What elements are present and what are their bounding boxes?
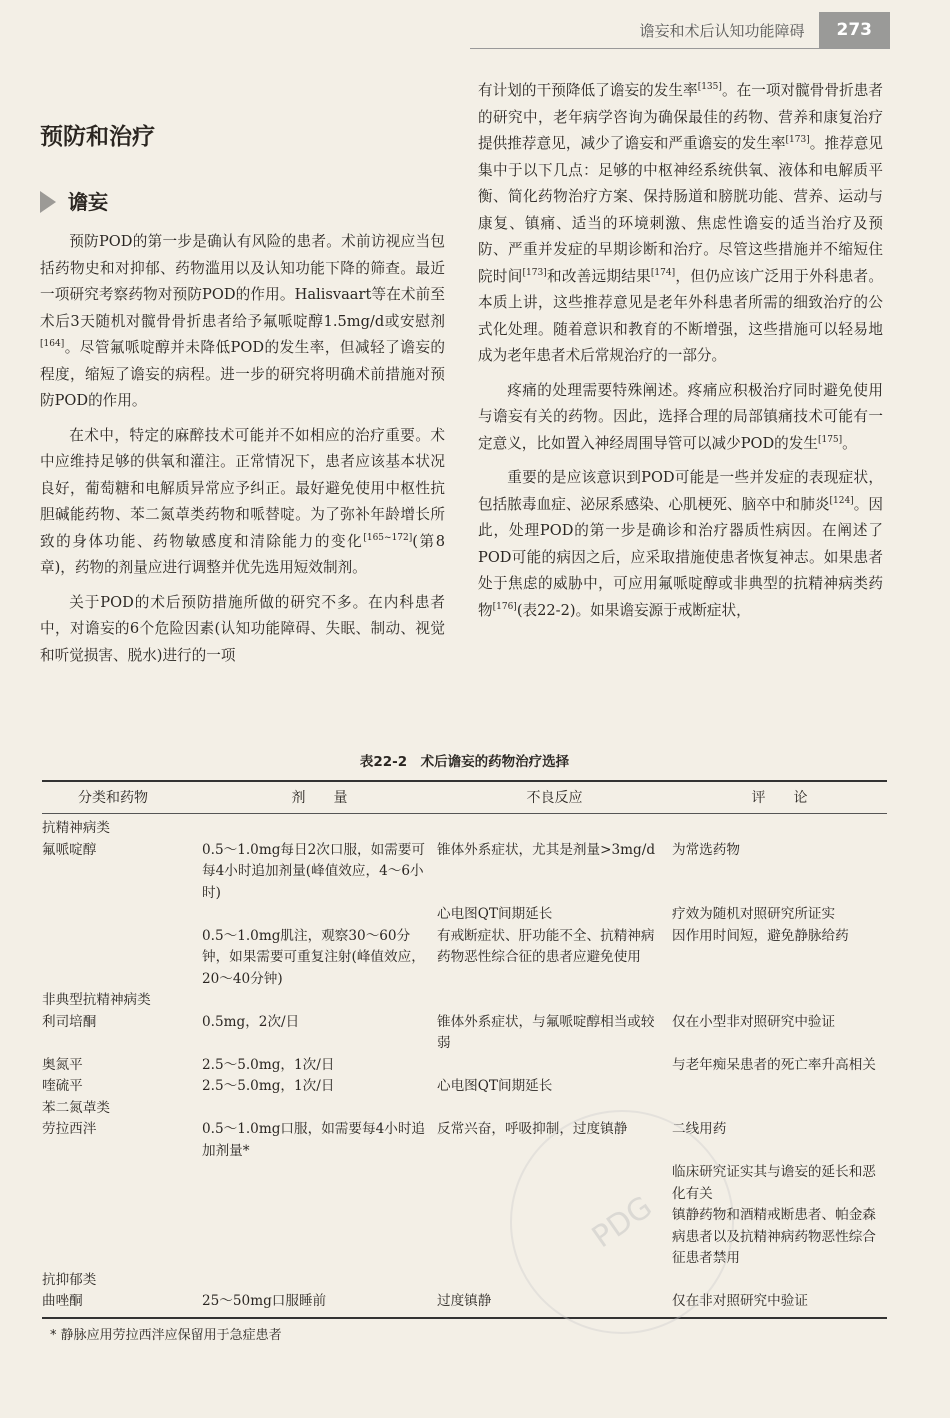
citation: [176] [492, 601, 517, 612]
paragraph [40, 590, 445, 670]
table-header-cell: 剂 量 [291, 789, 348, 806]
table-cell-drug: 劳拉西泮 [42, 1121, 97, 1137]
table-cell-drug [42, 1205, 202, 1270]
table-cell-comment [672, 1076, 887, 1098]
table-cell-drug [42, 926, 202, 991]
paragraph [478, 378, 883, 458]
citation: [173] [785, 135, 810, 146]
paragraph-text: 预防POD的第一步是确认有风险的患者。术前访视应当包括药物史和对抑郁、药物滥用以及认知功能下降的筛查。最近一项研究考察药物对预防POD的作用。Halisvaart等在术前至术后3天随机对髋骨骨折患者给予氟哌啶醇1.5mg/d或安慰剂 [40, 233, 445, 330]
table-row [42, 1012, 887, 1055]
table-header-cell: 分类和药物 [78, 789, 148, 806]
table-cell-drug: 曲唑酮 [42, 1293, 83, 1309]
right-column [478, 78, 883, 632]
table-row [42, 1162, 887, 1205]
table-cell-dose [202, 1205, 437, 1270]
paragraph-text: 。推荐意见集中于以下几点：足够的中枢神经系统供氧、液体和电解质平衡、简化药物治疗方案、保持肠道和膀胱功能、营养、运动与康复、镇痛、适当的环境刺激、焦虑性谵妄的适当治疗及预防、严重并发症的早期诊断和治疗。尽管这些措施并不缩短住院时间 [478, 135, 883, 285]
table-category-row [42, 818, 887, 840]
triangle-marker-icon [40, 191, 56, 213]
table-row [42, 1119, 887, 1162]
table-category-row [42, 990, 887, 1012]
drug-table [42, 752, 887, 1346]
table-cell-dose: 2.5～5.0mg，1次/日 [202, 1078, 335, 1094]
paragraph-text: 疼痛的处理需要特殊阐述。疼痛应积极治疗同时避免使用与谵妄有关的药物。因此，选择合理的局部镇痛技术可能有一定意义，比如置入神经周围导管可以减少POD的发生 [478, 381, 883, 452]
table-cell-dose: 25～50mg口服睡前 [202, 1293, 327, 1309]
table-row [42, 926, 887, 991]
paragraph-text: 重要的是应该意识到POD可能是一些并发症的表现症状，包括脓毒血症、泌尿系感染、心肌梗死、脑卒中和肺炎 [478, 469, 883, 513]
paragraph [40, 423, 445, 582]
page-number: 273 [819, 12, 891, 48]
table-row [42, 1205, 887, 1270]
table-category-label: 苯二氮䓬类 [42, 1099, 110, 1116]
table-row [42, 1291, 887, 1313]
table-header-cell: 评 论 [751, 789, 808, 806]
paragraph-text: 。 [842, 434, 857, 452]
paragraph-text: (第8章)，药物的剂量应进行调整并优先选用短效制剂。 [40, 532, 445, 576]
table-row [42, 840, 887, 905]
paragraph-text: (表22-2)。如果谵妄源于戒断症状， [516, 601, 751, 619]
paragraph [40, 229, 445, 415]
table-cell-dose: 0.5～1.0mg每日2次口服，如需要可每4小时追加剂量(峰值效应，4～6小时) [202, 841, 426, 901]
table-cell-adverse: 锥体外系症状，尤其是剂量>3mg/d [437, 841, 656, 858]
table-row [42, 1076, 887, 1098]
table-header-row [42, 782, 887, 814]
table-cell-adverse: 心电图QT间期延长 [437, 906, 553, 922]
paragraph-text: 有计划的干预降低了谵妄的发生率 [478, 82, 698, 99]
table-cell-comment: 仅在非对照研究中验证 [672, 1293, 808, 1309]
paragraph-text: 在术中，特定的麻醉技术可能并不如相应的治疗重要。术中应维持足够的供氧和灌注。正常情况下，患者应该基本状况良好，葡萄糖和电解质异常应予纠正。最好避免使用中枢性抗胆碱能药物、苯二氮䓬类药物和哌替啶。为了弥补年龄增长所致的身体功能、药物敏感度和清除能力的变化 [40, 426, 445, 550]
table-cell-drug: 奥氮平 [42, 1056, 83, 1073]
table-cell-drug [42, 1162, 202, 1205]
section-title: 预防和治疗 [40, 124, 155, 150]
watermark-text: PDG [585, 1189, 659, 1255]
table-cell-dose: 2.5～5.0mg，1次/日 [202, 1056, 335, 1073]
page-header [639, 12, 890, 48]
table-cell-dose [202, 904, 437, 926]
citation: [174] [650, 267, 676, 278]
citation: [175] [817, 434, 843, 445]
table-cell-comment: 临床研究证实其与谵妄的延长和恶化有关 [672, 1164, 876, 1202]
paragraph-text: 。因此，处理POD的第一步是确诊和治疗器质性病因。在阐述了POD可能的病因之后，应采取措施使患者恢复神志。如果患者处于焦虑的威胁中，可应用氟哌啶醇或非典型的抗精神病类药物 [478, 495, 883, 619]
table-category-row [42, 1270, 887, 1292]
paragraph-text: ，但仍应该广泛用于外科患者。本质上讲，这些推荐意见是老年外科患者所需的细致治疗的公式化处理。随着意识和教育的不断增强，这些措施可以轻易地成为老年患者术后常规治疗的一部分。 [478, 267, 883, 364]
table-cell-drug: 氟哌啶醇 [42, 841, 97, 858]
citation: [165~172] [363, 532, 413, 543]
table-body [42, 814, 887, 1317]
table-footnote: * 静脉应用劳拉西泮应保留用于急症患者 [50, 1327, 282, 1343]
table-category-label: 非典型抗精神病类 [42, 992, 151, 1008]
table-cell-adverse [437, 1055, 672, 1077]
table-row [42, 904, 887, 926]
header-divider [470, 48, 890, 49]
table-cell-dose: 0.5～1.0mg口服，如需要每4小时追加剂量* [202, 1121, 426, 1159]
table-cell-dose: 0.5mg，2次/日 [202, 1013, 300, 1030]
paragraph [478, 78, 883, 370]
table-header-cell: 不良反应 [526, 789, 583, 806]
table-cell-dose: 0.5～1.0mg肌注，观察30～60分钟，如果需要可重复注射(峰值效应，20～40分钟) [202, 927, 425, 987]
table-cell-adverse: 过度镇静 [437, 1293, 492, 1309]
table-cell-drug [42, 904, 202, 926]
subsection-title: 谵妄 [68, 189, 108, 214]
table-cell-drug: 喹硫平 [42, 1078, 83, 1094]
table-cell-comment: 与老年痴呆患者的死亡率升高相关 [672, 1056, 876, 1073]
paragraph [478, 465, 883, 624]
subsection-heading [40, 189, 445, 216]
table-cell-drug: 利司培酮 [42, 1013, 97, 1030]
citation: [173] [522, 267, 547, 278]
table-cell-adverse: 有戒断症状、肝功能不全、抗精神病药物恶性综合征的患者应避免使用 [437, 927, 655, 965]
paragraph-text: 关于POD的术后预防措施所做的研究不多。在内科患者中，对谵妄的6个危险因素(认知功能障碍、失眠、制动、视觉和听觉损害、脱水)进行的一项 [40, 593, 445, 664]
table-cell-comment: 镇静药物和酒精戒断患者、帕金森病患者以及抗精神病药物恶性综合征患者禁用 [672, 1207, 876, 1266]
table-cell-comment: 为常选药物 [672, 841, 740, 858]
table-category-label: 抗精神病类 [42, 820, 110, 836]
paragraph-text: 。在一项对髋骨骨折患者的研究中，老年病学咨询为确保最佳的药物、营养和康复治疗提供推荐意见，减少了谵妄和严重谵妄的发生率 [478, 82, 883, 152]
citation: [164] [40, 339, 65, 350]
citation: [124] [829, 495, 854, 506]
table-bottom-rule [42, 1317, 887, 1319]
table-cell-adverse: 反常兴奋，呼吸抑制，过度镇静 [437, 1121, 628, 1137]
table-cell-comment: 因作用时间短，避免静脉给药 [672, 927, 849, 944]
table-row [42, 1055, 887, 1077]
running-title: 谵妄和术后认知功能障碍 [639, 21, 805, 40]
citation: [135] [697, 82, 722, 93]
table-category-row [42, 1098, 887, 1120]
table-cell-comment: 二线用药 [672, 1121, 727, 1137]
paragraph-text: 。尽管氟哌啶醇并未降低POD的发生率，但减轻了谵妄的程度，缩短了谵妄的病程。进一步的研究将明确术前措施对预防POD的作用。 [40, 339, 445, 409]
table-cell-comment: 疗效为随机对照研究所证实 [672, 906, 836, 922]
table-cell-comment: 仅在小型非对照研究中验证 [672, 1013, 836, 1030]
table-cell-adverse: 心电图QT间期延长 [437, 1078, 553, 1094]
left-column [40, 80, 445, 677]
table-cell-dose [202, 1162, 437, 1205]
table-category-label: 抗抑郁类 [42, 1271, 97, 1288]
table-caption: 表22-2 术后谵妄的药物治疗选择 [359, 754, 570, 770]
table-cell-adverse: 锥体外系症状，与氟哌啶醇相当或较弱 [437, 1013, 655, 1051]
paragraph-text: 和改善远期结果 [546, 267, 651, 285]
